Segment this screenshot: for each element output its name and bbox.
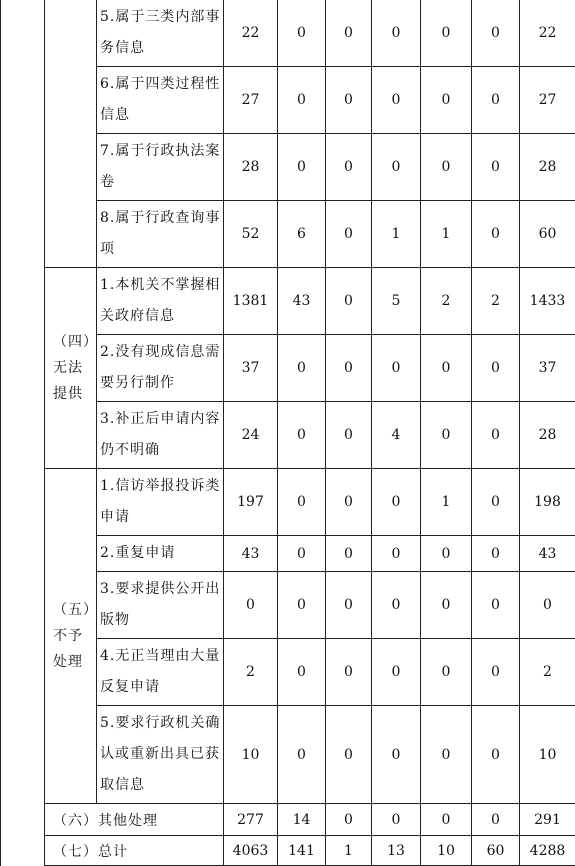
value-cell: 0 xyxy=(472,134,520,201)
value-cell: 0 xyxy=(472,402,520,469)
value-cell: 14 xyxy=(278,804,326,836)
value-cell: 0 xyxy=(372,0,421,67)
value-cell: 2 xyxy=(421,268,472,335)
value-cell: 2 xyxy=(472,268,520,335)
value-cell: 0 xyxy=(326,134,372,201)
value-cell: 0 xyxy=(326,469,372,536)
value-cell: 10 xyxy=(224,706,278,804)
value-cell: 0 xyxy=(421,335,472,402)
value-cell: 0 xyxy=(421,639,472,706)
value-cell: 0 xyxy=(326,201,372,268)
value-cell: 0 xyxy=(372,134,421,201)
value-cell: 0 xyxy=(278,335,326,402)
row-label: 2.重复申请 xyxy=(97,536,224,572)
total-cell: 22 xyxy=(520,0,575,67)
value-cell: 0 xyxy=(278,402,326,469)
total-cell: 198 xyxy=(520,469,575,536)
value-cell: 37 xyxy=(224,335,278,402)
value-cell: 0 xyxy=(326,706,372,804)
value-cell: 0 xyxy=(472,469,520,536)
total-cell: 291 xyxy=(520,804,575,836)
total-cell: 4288 xyxy=(520,836,575,866)
row-label: 7.属于行政执法案卷 xyxy=(97,134,224,201)
value-cell: 5 xyxy=(372,268,421,335)
total-cell: 1433 xyxy=(520,268,575,335)
group-title-no-provision: （四）无法提供 xyxy=(45,268,97,469)
value-cell: 0 xyxy=(278,536,326,572)
value-cell: 4 xyxy=(372,402,421,469)
value-cell: 0 xyxy=(372,572,421,639)
value-cell: 1 xyxy=(421,469,472,536)
value-cell: 0 xyxy=(326,67,372,134)
row-label: 3.补正后申请内容仍不明确 xyxy=(97,402,224,469)
value-cell: 0 xyxy=(421,67,472,134)
table-row xyxy=(1,836,575,866)
row-label: 3.要求提供公开出版物 xyxy=(97,572,224,639)
value-cell: 0 xyxy=(372,804,421,836)
value-cell: 10 xyxy=(421,836,472,866)
row-label: 5.要求行政机关确认或重新出具已获取信息 xyxy=(97,706,224,804)
value-cell: 0 xyxy=(472,201,520,268)
value-cell: 0 xyxy=(472,572,520,639)
left-blank-cell xyxy=(1,836,45,866)
value-cell: 0 xyxy=(224,572,278,639)
value-cell: 0 xyxy=(278,572,326,639)
value-cell: 0 xyxy=(326,639,372,706)
value-cell: 0 xyxy=(278,639,326,706)
value-cell: 0 xyxy=(326,268,372,335)
value-cell: 0 xyxy=(326,536,372,572)
value-cell: 43 xyxy=(278,268,326,335)
value-cell: 24 xyxy=(224,402,278,469)
row-label: 6.属于四类过程性信息 xyxy=(97,67,224,134)
row-label: 4.无正当理由大量反复申请 xyxy=(97,639,224,706)
value-cell: 0 xyxy=(372,67,421,134)
value-cell: 28 xyxy=(224,134,278,201)
value-cell: 0 xyxy=(472,0,520,67)
value-cell: 0 xyxy=(421,706,472,804)
left-blank-cell xyxy=(1,469,45,804)
value-cell: 0 xyxy=(372,706,421,804)
value-cell: 0 xyxy=(326,572,372,639)
table-row xyxy=(1,469,575,536)
total-cell: 60 xyxy=(520,201,575,268)
value-cell: 1 xyxy=(326,836,372,866)
row-label: 5.属于三类内部事务信息 xyxy=(97,0,224,67)
value-cell: 0 xyxy=(472,804,520,836)
value-cell: 43 xyxy=(224,536,278,572)
value-cell: 0 xyxy=(472,67,520,134)
value-cell: 0 xyxy=(421,572,472,639)
left-blank-cell xyxy=(1,0,45,268)
value-cell: 0 xyxy=(421,804,472,836)
row-label: 2.没有现成信息需要另行制作 xyxy=(97,335,224,402)
value-cell: 0 xyxy=(421,402,472,469)
value-cell: 22 xyxy=(224,0,278,67)
table-row xyxy=(1,0,575,67)
left-blank-cell xyxy=(1,268,45,469)
total-cell: 43 xyxy=(520,536,575,572)
group-3-blank-cell xyxy=(45,0,97,268)
total-cell: 2 xyxy=(520,639,575,706)
group-title-not-processed: （五）不予处理 xyxy=(45,469,97,804)
total-cell: 28 xyxy=(520,402,575,469)
other-processing-label: （六）其他处理 xyxy=(45,804,224,836)
value-cell: 13 xyxy=(372,836,421,866)
value-cell: 0 xyxy=(278,134,326,201)
row-label: 1.本机关不掌握相关政府信息 xyxy=(97,268,224,335)
total-cell: 37 xyxy=(520,335,575,402)
table-row xyxy=(1,268,575,335)
value-cell: 0 xyxy=(326,402,372,469)
value-cell: 0 xyxy=(372,335,421,402)
value-cell: 0 xyxy=(472,706,520,804)
value-cell: 0 xyxy=(472,639,520,706)
value-cell: 0 xyxy=(372,536,421,572)
value-cell: 0 xyxy=(326,335,372,402)
value-cell: 0 xyxy=(326,804,372,836)
value-cell: 0 xyxy=(278,0,326,67)
value-cell: 1 xyxy=(372,201,421,268)
grand-total-label: （七）总计 xyxy=(45,836,224,866)
value-cell: 0 xyxy=(472,335,520,402)
row-label: 8.属于行政查询事项 xyxy=(97,201,224,268)
value-cell: 1381 xyxy=(224,268,278,335)
value-cell: 277 xyxy=(224,804,278,836)
value-cell: 0 xyxy=(421,0,472,67)
value-cell: 0 xyxy=(421,134,472,201)
value-cell: 0 xyxy=(372,469,421,536)
value-cell: 141 xyxy=(278,836,326,866)
value-cell: 27 xyxy=(224,67,278,134)
total-cell: 10 xyxy=(520,706,575,804)
value-cell: 0 xyxy=(326,0,372,67)
value-cell: 0 xyxy=(278,469,326,536)
value-cell: 2 xyxy=(224,639,278,706)
value-cell: 60 xyxy=(472,836,520,866)
value-cell: 0 xyxy=(472,536,520,572)
row-label: 1.信访举报投诉类申请 xyxy=(97,469,224,536)
value-cell: 4063 xyxy=(224,836,278,866)
value-cell: 6 xyxy=(278,201,326,268)
total-cell: 0 xyxy=(520,572,575,639)
value-cell: 0 xyxy=(278,706,326,804)
total-cell: 27 xyxy=(520,67,575,134)
value-cell: 0 xyxy=(278,67,326,134)
value-cell: 52 xyxy=(224,201,278,268)
total-cell: 28 xyxy=(520,134,575,201)
value-cell: 1 xyxy=(421,201,472,268)
value-cell: 0 xyxy=(421,536,472,572)
value-cell: 0 xyxy=(372,639,421,706)
value-cell: 197 xyxy=(224,469,278,536)
